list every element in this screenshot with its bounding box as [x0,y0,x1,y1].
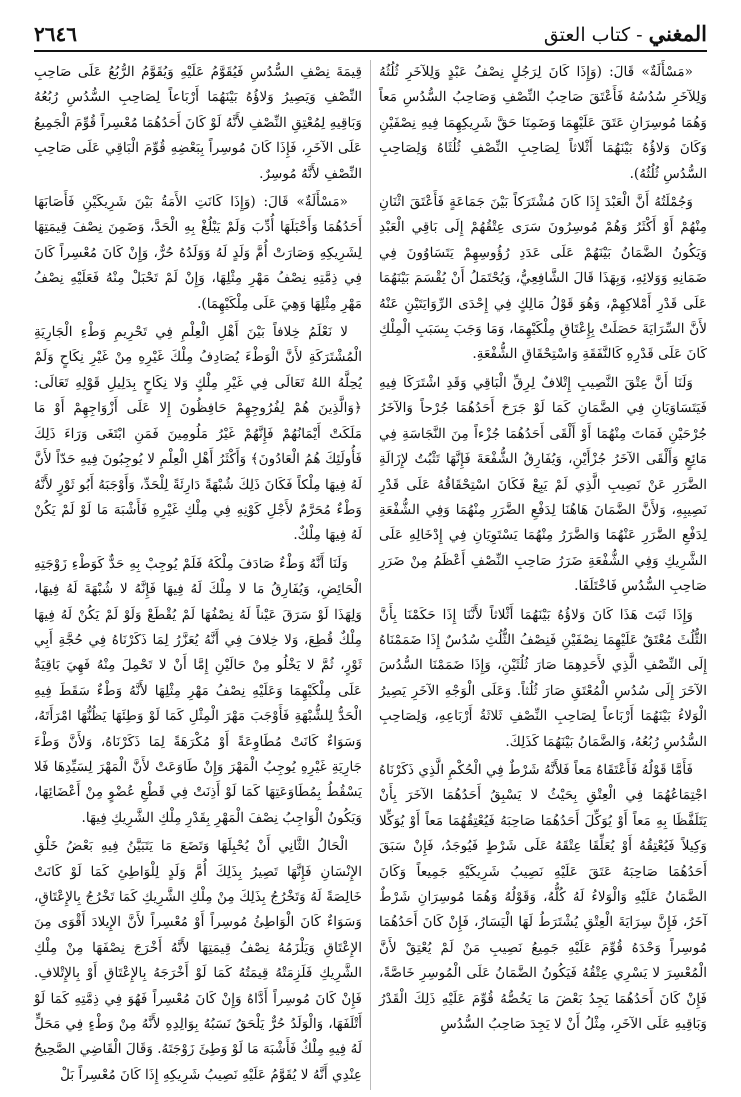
paragraph: «مَسْأَلَةٌ» قَالَ: (وَإِذَا كَانَتِ الأَمَةُ بَيْنَ شَرِيكَيْنِ فَأَصَابَهَا أَحَدُهُمَا وَأَحْبَلَهَا أُدِّبَ وَلَمْ يَبْلُغْ بِهِ الْحَدَّ، وَضَمِنَ نِصْفَ قِيمَتِهَا لِشَرِيكِهِ وَصَارَتْ أُمَّ وَلَدٍ لَهُ وَوَلَدُهُ حُرٌّ، وَإِنْ كَانَ مُعْسِراً كَانَ فِي ذِمَّتِهِ نِصْفُ مَهْرِ مِثْلِهَا، وَإِنْ لَمْ تَحْبَلْ مِنْهُ فَعَلَيْهِ نِصْفُ مَهْرِ مِثْلِهَا وَهِيَ عَلَى مِلْكَيْهِمَا). [34,194,362,312]
column-divider [370,60,371,1090]
page-number: ٢٦٤٦ [34,22,77,46]
paragraph: وَلَنَا أَنَّهُ وَطْءٌ صَادَفَ مِلْكَهُ فَلَمْ يُوجِبْ بِهِ حَدٌّ كَوَطْءِ زَوْجَتِهِ الْحَائِضِ، وَيُفَارِقُ مَا لا مِلْكَ لَهُ فِيهَا فَإِنَّهُ لا شُبْهَةَ لَهُ فِيهَا، وَلِهَذَا لَوْ سَرَقَ عَيْناً لَهُ نِصْفُهَا لَمْ يُقْطَعْ وَلَوْ لَمْ يَكُنْ لَهُ فِيهَا مِلْكٌ قُطِعَ، وَلا خِلافَ فِي أَنَّهُ يُعَزَّرُ لِمَا ذَكَرْنَاهُ فِي حُجَّةِ أَبِي ثَوْرٍ، ثُمَّ لا يَخْلُو مِنْ حَالَيْنِ إِمَّا أَنْ لا تَحْمِلَ مِنْهُ فَهِيَ بَاقِيَةٌ عَلَى مِلْكَيْهِمَا وَعَلَيْهِ نِصْفُ مَهْرِ مِثْلِهَا لأَنَّهُ وَطْءٌ سَقَطَ فِيهِ الْحَدُّ لِلشُّبْهَةِ فَأَوْجَبَ مَهْرَ الْمِثْلِ كَمَا لَوْ وَطِئَهَا يَظُنُّهَا امْرَأَتَهُ، وَسَوَاءٌ كَانَتْ مُطَاوِعَةً أَوْ مُكْرَهَةً لِمَا ذَكَرْنَاهُ، وَلأَنَّ وَطْءَ جَارِيَةِ غَيْرِهِ يُوجِبُ الْمَهْرَ وَإِنْ طَاوَعَتْ لأَنَّ الْمَهْرَ لِسَيِّدِهَا فَلا يَسْقُطُ بِمُطَاوَعَتِهَا كَمَا لَوْ أَذِنَتْ فِي قَطْعِ عُضْوٍ مِنْ أَعْضَائِهَا، وَيَكُونُ الْوَاجِبُ نِصْفَ الْمَهْرِ بِقَدْرِ مِلْكِ الشَّرِيكِ فِيهَا. [34,555,362,826]
title-separator: - [636,24,643,46]
paragraph: الْحَالُ الثَّانِي أَنْ يُحْبِلَهَا وَتَضَعَ مَا يَتَبَيَّنُ فِيهِ بَعْضُ خَلْقِ الإِنْسَانِ فَإِنَّهَا تَصِيرُ بِذَلِكَ أُمَّ وَلَدٍ لِلْوَاطِئِ كَمَا لَوْ كَانَتْ خَالِصَةً لَهُ وَتَخْرُجُ بِذَلِكَ مِنْ مِلْكِ الشَّرِيكِ كَمَا تَخْرُجُ بِالإِعْتَاقِ، وَسَوَاءٌ كَانَ الْوَاطِئُ مُوسِراً أَوْ مُعْسِراً لأَنَّ الإِيلادَ أَقْوَى مِنَ الإِعْتَاقِ وَيَلْزَمُهُ نِصْفُ قِيمَتِهَا لأَنَّهُ أَخْرَجَ نِصْفَهَا مِنْ مِلْكِ الشَّرِيكِ فَلَزِمَتْهُ قِيمَتُهُ كَمَا لَوْ أَخْرَجَهُ بِالإِعْتَاقِ أَوْ بِالإِتْلافِ. فَإِنْ كَانَ مُوسِراً أَدَّاهُ وَإِنْ كَانَ مُعْسِراً فَهُوَ فِي ذِمَّتِهِ كَمَا لَوْ أَتْلَفَهَا، وَالْوَلَدُ حُرٌّ يَلْحَقُ نَسَبُهُ بِوَالِدِهِ لأَنَّهُ مِنْ وَطْءٍ فِي مَحَلٍّ لَهُ فِيهِ مِلْكٌ فَأَشْبَهَ مَا لَوْ وَطِئَ زَوْجَتَهُ. وَقَالَ الْقَاضِي الصَّحِيحُ عِنْدِي أَنَّهُ لا يُقَوَّمُ عَلَيْهِ نَصِيبُ شَرِيكِهِ إِذَا كَانَ مُعْسِراً بَلْ [34,838,363,1083]
header-rule [34,50,707,52]
page-header [34,12,707,46]
paragraph: وَإِذَا ثَبَتَ هَذَا كَانَ وَلاؤُهُ بَيْنَهُمَا أَثْلاثاً لأَنَّنَا إِذَا حَكَمْنَا بِأَنَّ الثُّلُثَ مُعْتَقٌ عَلَيْهِمَا نِصْفَيْنِ فَنِصْفُ الثُّلُثِ سُدُسٌ إِذَا ضَمَمْنَاهُ إِلَى النِّصْفِ الَّذِي لأَحَدِهِمَا صَارَ ثُلُثَيْنِ، وَإِذَا ضَمَمْنَا السُّدُسَ الآخَرَ إِلَى سُدُسِ الْمُعْتَقِ صَارَ ثُلُثاً. وَعَلَى الْوَجْهِ الآخَرِ يَصِيرُ الْوَلاءُ بَيْنَهُمَا أَرْبَاعاً لِصَاحِبِ النِّصْفِ ثَلاثَةُ أَرْبَاعِهِ، وَلِصَاحِبِ السُّدُسِ رُبُعُهُ، وَالضَّمَانُ بَيْنَهُمَا كَذَلِكَ. [379,606,707,750]
right-column [379,60,707,1040]
running-title [544,21,707,46]
paragraph: لا نَعْلَمُ خِلافاً بَيْنَ أَهْلِ الْعِلْمِ فِي تَحْرِيمِ وَطْءِ الْجَارِيَةِ الْمُشْتَرَكَةِ لأَنَّ الْوَطْءَ يُصَادِفُ مِلْكَ غَيْرِهِ مِنْ غَيْرِ نِكَاحٍ وَلَمْ يُحِلَّهُ اللهُ تَعَالَى فِي غَيْرِ مِلْكٍ وَلا نِكَاحٍ بِدَلِيلِ قَوْلِهِ تَعَالَى: ﴿وَالَّذِينَ هُمْ لِفُرُوجِهِمْ حَافِظُونَ إِلا عَلَى أَزْوَاجِهِمْ أَوْ مَا مَلَكَتْ أَيْمَانُهُمْ فَإِنَّهُمْ غَيْرُ مَلُومِينَ فَمَنِ ابْتَغَى وَرَاءَ ذَلِكَ فَأُولَئِكَ هُمُ الْعَادُونَ﴾ وَأَكْثَرُ أَهْلِ الْعِلْمِ لا يُوجِبُونَ فِيهِ حَدّاً لأَنَّ لَهُ فِيهَا مِلْكاً فَكَانَ ذَلِكَ شُبْهَةً دَارِئَةً لِلْحَدِّ، وَأَوْجَبَهُ أَبُو ثَوْرٍ لأَنَّهُ وَطْءٌ مُحَرَّمٌ لأَجْلِ كَوْنِهِ فِي مِلْكِ غَيْرِهِ فَأَشْبَهَ مَا لَوْ لَمْ يَكُنْ لَهُ فِيهَا مِلْكٌ. [34,324,362,544]
book-title: المغني [648,21,707,46]
paragraph: وَجُمْلَتُهُ أَنَّ الْعَبْدَ إِذَا كَانَ مُشْتَرَكاً بَيْنَ جَمَاعَةٍ فَأَعْتَقَ اثْنَانِ مِنْهُمْ أَوْ أَكْثَرُ وَهُمْ مُوسِرُونَ سَرَى عِتْقُهُمْ إِلَى بَاقِي الْعَبْدِ وَيَكُونُ الضَّمَانُ بَيْنَهُمْ عَلَى عَدَدِ رُؤُوسِهِمْ يَتَسَاوُونَ فِي ضَمَانِهِ وَوَلائِهِ، وَبِهَذَا قَالَ الشَّافِعِيُّ، وَيُحْتَمَلُ أَنْ يُقْسَمَ بَيْنَهُمَا عَلَى قَدْرِ أَمْلاكِهِمْ، وَهُوَ قَوْلُ مَالِكٍ فِي إِحْدَى الرِّوَايَتَيْنِ عَنْهُ لأَنَّ السِّرَايَةَ حَصَلَتْ بِإِعْتَاقِ مِلْكَيْهِمَا، وَمَا وَجَبَ بِسَبَبِ الْمِلْكِ كَانَ عَلَى قَدْرِهِ كَالنَّفَقَةِ وَاسْتِحْقَاقِ الشُّفْعَةِ. [379,194,707,363]
left-column [34,60,362,1091]
chapter-title: كتاب العتق [543,24,631,46]
paragraph: «مَسْأَلَةٌ» قَالَ: (وَإِذَا كَانَ لِرَجُلٍ نِصْفُ عَبْدٍ وَلِلآخَرِ ثُلُثُهُ وَلِلآخَرِ سُدُسُهُ فَأَعْتَقَ صَاحِبُ النِّصْفِ وَصَاحِبُ السُّدُسِ مَعاً وَهُمَا مُوسِرَانِ عَتَقَ عَلَيْهِمَا وَضَمِنَا حَقَّ شَرِيكِهِمَا فِيهِ نِصْفَيْنِ وَكَانَ وَلاؤُهُ بَيْنَهُمَا أَثْلاثاً لِصَاحِبِ النِّصْفِ ثُلُثَاهُ وَلِصَاحِبِ السُّدُسِ ثُلُثُهُ). [379,64,707,182]
paragraph: قِيمَةَ نِصْفِ السُّدُسِ فَيُقَوَّمُ عَلَيْهِ وَيُقَوَّمُ الرُّبُعُ عَلَى صَاحِبِ النِّصْفِ وَيَصِيرُ وَلاؤُهُ بَيْنَهُمَا أَرْبَاعاً لِصَاحِبِ السُّدُسِ رُبُعُهُ وَبَاقِيهِ لِمُعْتِقِ النِّصْفِ لأَنَّهُ لَوْ كَانَ أَحَدُهُمَا مُعْسِراً قُوِّمَ الْجَمِيعُ عَلَى الآخَرِ، فَإِذَا كَانَ مُوسِراً بِبَعْضِهِ قُوِّمَ الْبَاقِي عَلَى صَاحِبِ النِّصْفِ لأَنَّهُ مُوسِرٌ. [34,64,362,182]
paragraph: وَلَنَا أَنَّ عِتْقَ النَّصِيبِ إِتْلافٌ لِرِقِّ الْبَاقِي وَقَدِ اشْتَرَكَا فِيهِ فَيَتَسَاوَيَانِ فِي الضَّمَانِ كَمَا لَوْ جَرَحَ أَحَدُهُمَا جُرْحاً وَالآخَرُ جُرْحَيْنِ فَمَاتَ مِنْهُمَا أَوْ أَلْقَى أَحَدُهُمَا جُزْءاً مِنَ النَّجَاسَةِ فِي مَائِعٍ وَأَلْقَى الآخَرُ جُزْأَيْنِ، وَيُفَارِقُ الشُّفْعَةَ فَإِنَّهَا تَثْبُتُ لإِزَالَةِ الضَّرَرِ عَنْ نَصِيبِ الَّذِي لَمْ يَبِعْ فَكَانَ اسْتِحْقَاقُهُ عَلَى قَدْرِ نَصِيبِهِ، وَلأَنَّ الضَّمَانَ هَاهُنَا لِدَفْعِ الضَّرَرِ مِنْهُمَا وَفِي الشُّفْعَةِ لِدَفْعِ الضَّرَرِ عَنْهُمَا وَالضَّرَرُ مِنْهُمَا يَسْتَوِيَانِ فِي إِدْخَالِهِ عَلَى الشَّرِيكِ وَفِي الشُّفْعَةِ ضَرَرُ صَاحِبِ النِّصْفِ أَعْظَمُ مِنْ ضَرَرِ صَاحِبِ السُّدُسِ فَاخْتَلَفَا. [379,374,707,595]
paragraph: فَأَمَّا قَوْلُهُ فَأَعْتَقَاهُ مَعاً فَلأَنَّهُ شَرْطٌ فِي الْحُكْمِ الَّذِي ذَكَرْنَاهُ اجْتِمَاعُهُمَا فِي الْعِتْقِ بِحَيْثُ لا يَسْبِقُ أَحَدُهُمَا الآخَرَ بِأَنْ يَتَلَفَّظَا بِهِ مَعاً أَوْ يُوَكِّلَ أَحَدُهُمَا صَاحِبَهُ فَيُعْتِقُهُمَا مَعاً أَوْ يُوَكِّلا وَكِيلاً فَيُعْتِقُهُ أَوْ يُعَلِّقَا عِتْقَهُ عَلَى شَرْطٍ فَيُوجَدُ، فَإِنْ سَبَقَ أَحَدُهُمَا صَاحِبَهُ عَتَقَ عَلَيْهِ نَصِيبُ شَرِيكَيْهِ جَمِيعاً وَكَانَ الضَّمَانُ عَلَيْهِ وَالْوَلاءُ لَهُ كُلُّهُ، وَقَوْلُهُ وَهُمَا مُوسِرَانِ شَرْطٌ آخَرُ، فَإِنَّ سِرَايَةَ الْعِتْقِ يُشْتَرَطُ لَهَا الْيَسَارُ، فَإِنْ كَانَ أَحَدُهُمَا مُوسِراً وَحْدَهُ قُوِّمَ عَلَيْهِ جَمِيعُ نَصِيبِ مَنْ لَمْ يُعْتِقْ لأَنَّ الْمُعْسِرَ لا يَسْرِي عِتْقُهُ فَيَكُونُ الضَّمَانُ عَلَى الْمُوسِرِ خَاصَّةً، فَإِنْ كَانَ أَحَدُهُمَا يَجِدُ بَعْضَ مَا يَخُصُّهُ قُوِّمَ عَلَيْهِ ذَلِكَ الْقَدْرُ وَبَاقِيهِ عَلَى الآخَرِ، مِثْلُ أَنْ لا يَجِدَ صَاحِبُ السُّدُسِ [379,761,707,1033]
